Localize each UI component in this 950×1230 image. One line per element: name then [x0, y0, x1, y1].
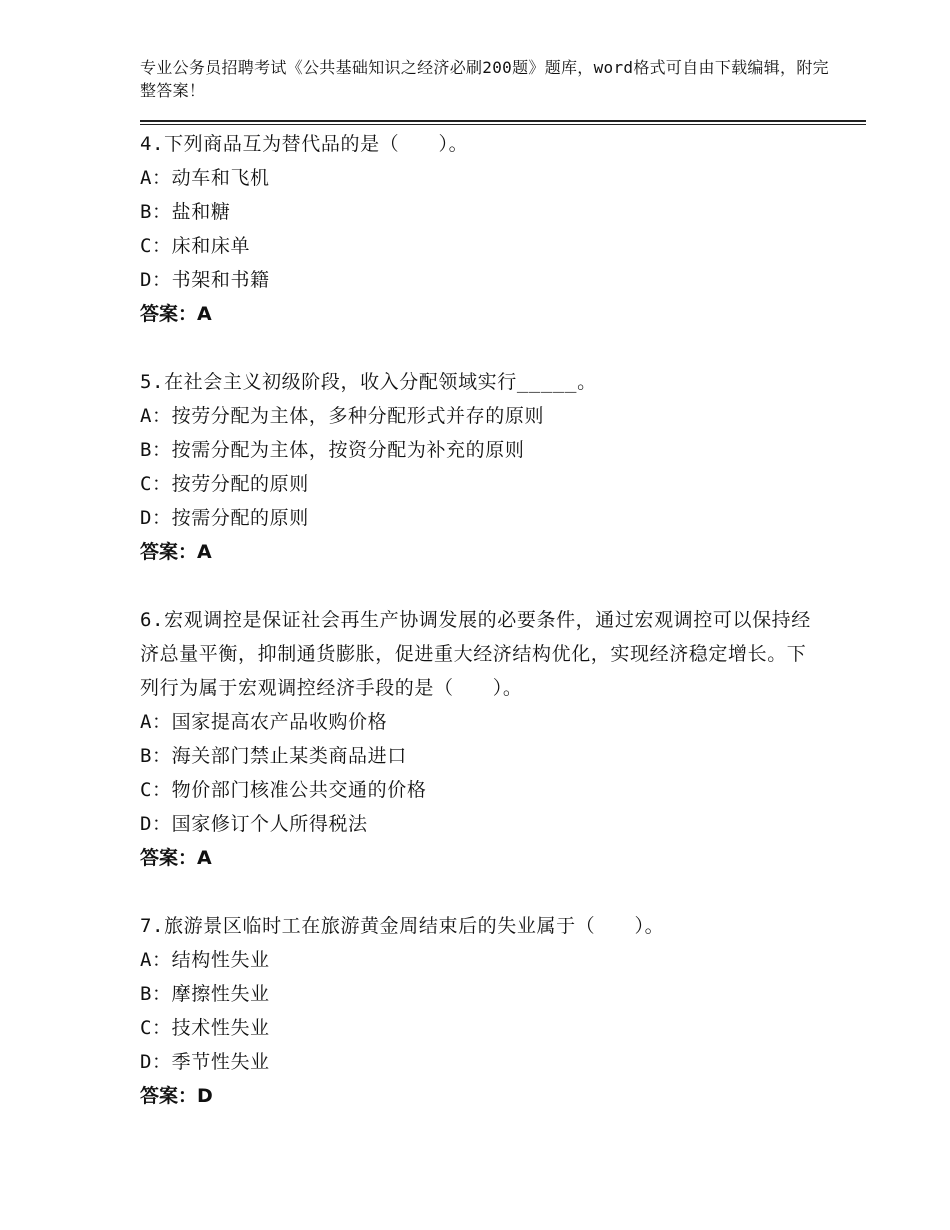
option-b: B：海关部门禁止某类商品进口 [140, 745, 407, 767]
question-5 [140, 365, 820, 569]
option-c: C：物价部门核准公共交通的价格 [140, 779, 427, 801]
option-a: A：动车和飞机 [140, 167, 270, 189]
option-a: A：结构性失业 [140, 949, 270, 971]
option-b: B：盐和糖 [140, 201, 231, 223]
option-d: D：国家修订个人所得税法 [140, 813, 368, 835]
question-stem: 4.下列商品互为替代品的是（ ）。 [140, 133, 469, 155]
option-c: C：床和床单 [140, 235, 251, 257]
option-a: A：国家提高农产品收购价格 [140, 711, 388, 733]
option-d: D：按需分配的原则 [140, 507, 309, 529]
question-6 [140, 603, 820, 875]
answer-line: 答案：A [140, 303, 212, 325]
header-divider-thick [140, 120, 866, 122]
question-stem: 5.在社会主义初级阶段，收入分配领域实行_____。 [140, 371, 597, 393]
option-d: D：书架和书籍 [140, 269, 270, 291]
option-b: B：按需分配为主体，按资分配为补充的原则 [140, 439, 525, 461]
option-c: C：按劳分配的原则 [140, 473, 309, 495]
question-7 [140, 909, 820, 1113]
question-4 [140, 127, 820, 331]
option-a: A：按劳分配为主体，多种分配形式并存的原则 [140, 405, 545, 427]
question-stem: 6.宏观调控是保证社会再生产协调发展的必要条件，通过宏观调控可以保持经济总量平衡，抑制通货膨胀，促进重大经济结构优化，实现经济稳定增长。下列行为属于宏观调控经济手段的是（ ）。 [140, 609, 811, 699]
question-stem: 7.旅游景区临时工在旅游黄金周结束后的失业属于（ ）。 [140, 915, 665, 937]
answer-line: 答案：D [140, 1085, 213, 1107]
answer-line: 答案：A [140, 541, 212, 563]
header-divider-thin [140, 124, 866, 125]
option-b: B：摩擦性失业 [140, 983, 270, 1005]
option-d: D：季节性失业 [140, 1051, 270, 1073]
option-c: C：技术性失业 [140, 1017, 270, 1039]
document-header: 专业公务员招聘考试《公共基础知识之经济必刷200题》题库，word格式可自由下载编辑，附完整答案！ [140, 58, 829, 100]
answer-line: 答案：A [140, 847, 212, 869]
question-list [140, 127, 820, 1147]
